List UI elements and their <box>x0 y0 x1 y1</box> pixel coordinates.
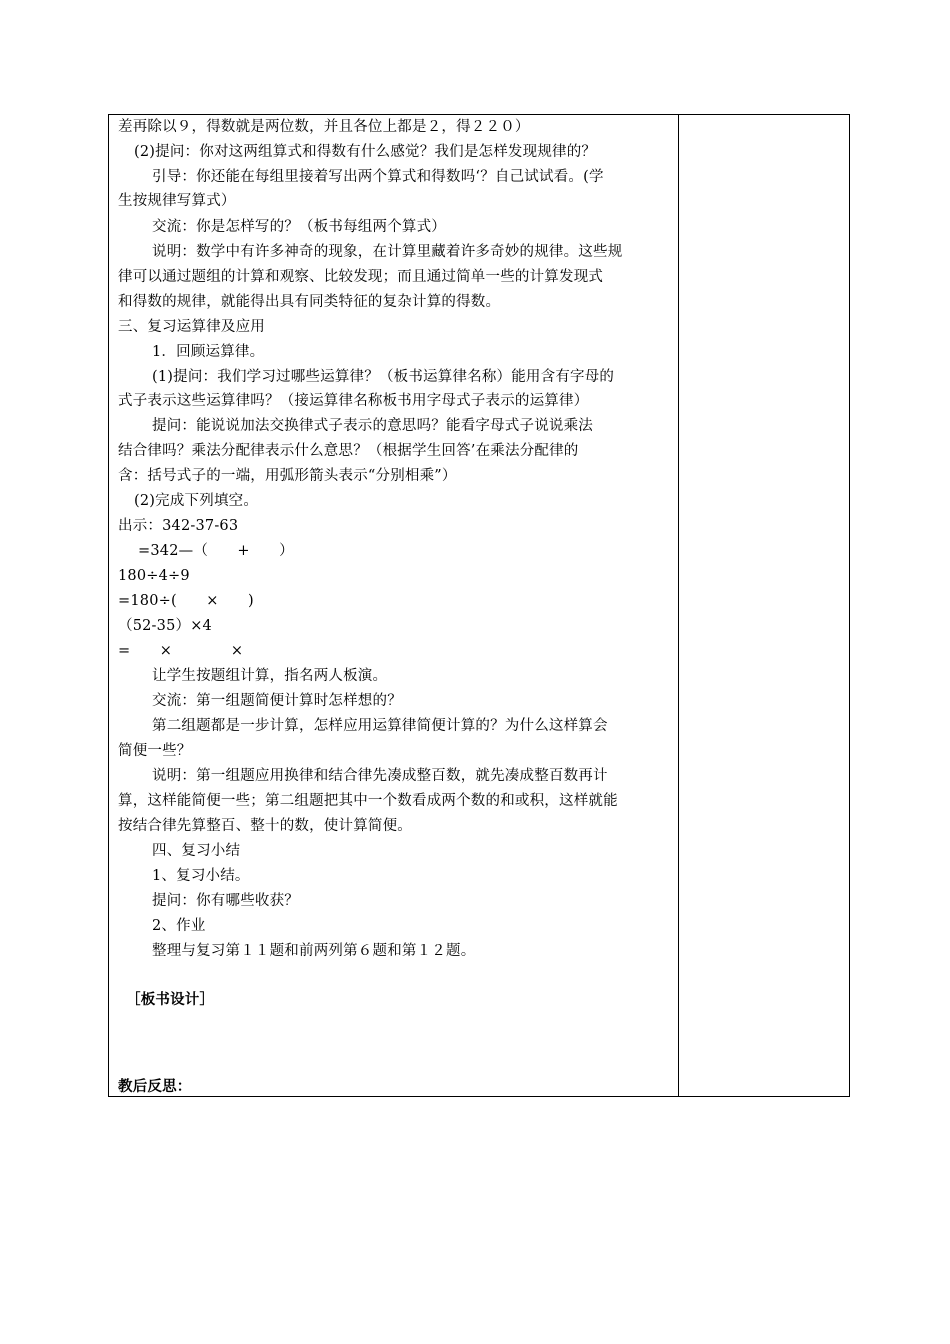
text-line: 说明：数学中有许多神奇的现象，在计算里藏着许多奇妙的规律。这些规 <box>152 244 623 260</box>
text-line: (2)提问：你对这两组算式和得数有什么感觉？我们是怎样发现规律的？ <box>134 144 597 160</box>
equation-line: 180÷4÷9 <box>118 568 190 584</box>
text-line: 1．回顾运算律。 <box>152 344 265 360</box>
equation-line: （52-35）×4 <box>118 618 212 634</box>
text-line: 按结合律先算整百、整十的数，使计算简便。 <box>118 818 412 834</box>
text-line: 第二组题都是一步计算，怎样应用运算律简便计算的？为什么这样算会 <box>152 718 608 734</box>
text-line: 引导：你还能在每组里接着写出两个算式和得数吗‘？自己试试看。(学 <box>152 169 604 185</box>
equation-line: =342—（ + ） <box>138 543 294 559</box>
section-heading: 四、复习小结 <box>152 843 241 859</box>
text-line: 2、作业 <box>152 918 206 934</box>
equation-line: = × × <box>118 643 244 659</box>
section-heading: 三、复习运算律及应用 <box>118 319 265 335</box>
text-line: 含：括号式子的一端，用弧形箭头表示“分别相乘”） <box>118 468 457 484</box>
text-line: 1、复习小结。 <box>152 868 250 884</box>
notes-cell <box>679 115 849 1096</box>
text-line: 整理与复习第１１题和前两列第６题和第１２题。 <box>152 943 476 959</box>
text-line: 算，这样能简便一些；第二组题把其中一个数看成两个数的和或积，这样就能 <box>118 793 618 809</box>
text-line: (1)提问：我们学习过哪些运算律？（板书运算律名称）能用含有字母的 <box>152 369 615 385</box>
text-line: 让学生按题组计算，指名两人板演。 <box>152 668 388 684</box>
text-line: 简便一些？ <box>118 743 192 759</box>
text-line: (2)完成下列填空。 <box>134 493 259 509</box>
reflection-heading: 教后反思： <box>118 1079 192 1095</box>
board-design-heading: ［板书设计］ <box>126 992 215 1008</box>
text-line: 交流：第一组题简便计算时怎样想的？ <box>152 693 402 709</box>
text-line: 交流：你是怎样写的？（板书每组两个算式） <box>152 219 446 235</box>
text-line: 说明：第一组题应用换律和结合律先凑成整百数，就先凑成整百数再计 <box>152 768 608 784</box>
text-line: 差再除以９，得数就是两位数，并且各位上都是２，得２２０） <box>118 119 530 135</box>
text-line: 提问：你有哪些收获？ <box>152 893 299 909</box>
equation-line: =180÷( × ) <box>118 593 254 609</box>
text-line: 提问：能说说加法交换律式子表示的意思吗？能看字母式子说说乘法 <box>152 418 593 434</box>
text-line: 律可以通过题组的计算和观察、比较发现；而且通过简单一些的计算发现式 <box>118 269 604 285</box>
text-line: 结合律吗？乘法分配律表示什么意思？（根据学生回答’在乘法分配律的 <box>118 443 579 459</box>
text-line: 生按规律写算式） <box>118 193 236 209</box>
text-line: 和得数的规律，就能得出具有同类特征的复杂计算的得数。 <box>118 294 501 310</box>
lesson-table <box>108 114 850 1097</box>
text-line: 式子表示这些运算律吗？（接运算律名称板书用字母式子表示的运算律） <box>118 393 589 409</box>
lesson-content-cell <box>109 115 678 1096</box>
equation-line: 出示：342-37-63 <box>118 518 239 534</box>
